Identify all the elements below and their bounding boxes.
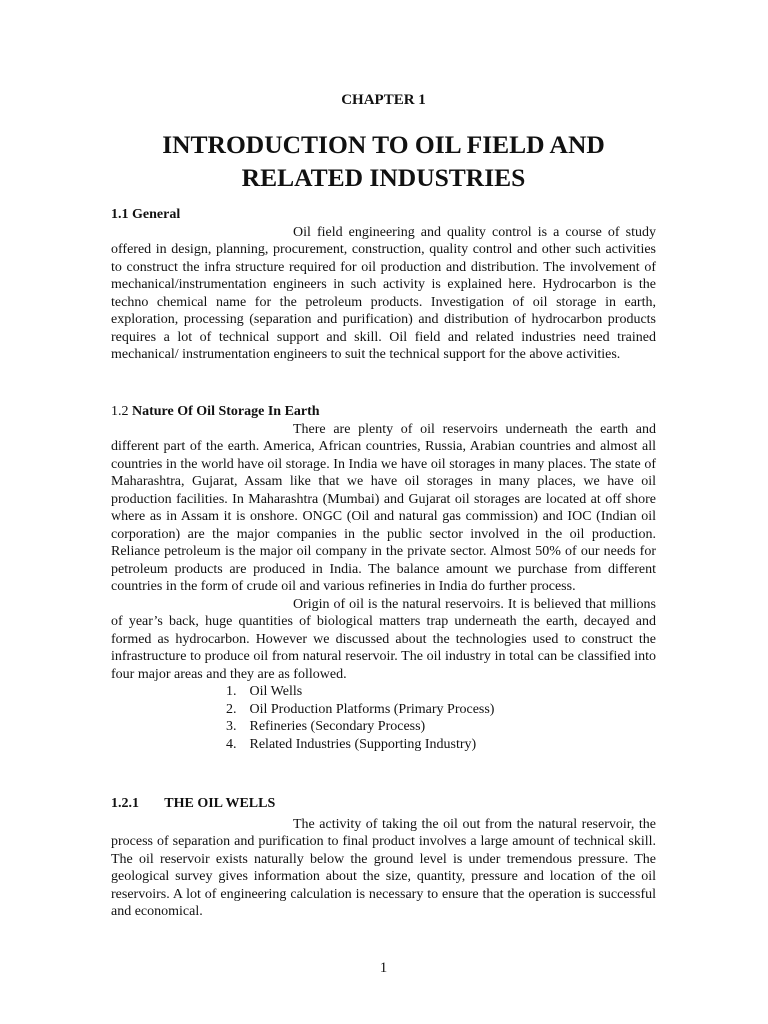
section-title: Nature Of Oil Storage In Earth bbox=[132, 404, 320, 419]
chapter-title-line-1: INTRODUCTION TO OIL FIELD AND bbox=[162, 130, 605, 159]
list-item-number: 2. bbox=[226, 701, 237, 717]
section-number: 1.2 bbox=[111, 404, 129, 419]
list-item-number: 3. bbox=[226, 719, 237, 734]
section-the-oil-wells bbox=[111, 795, 656, 921]
list-item-text: Refineries (Secondary Process) bbox=[249, 719, 426, 734]
oil-storage-paragraph-2: Origin of oil is the natural reservoirs. It is believed that millions of year’s back, huge quantities of biological matters trap underneath the earth, decayed and formed as hydrocarbon. However we discussed about the technologies used to construct the infrastructure to produce oil from natural reservoir. The oil industry in total can be classified into four major areas and they are as followed. bbox=[111, 596, 656, 682]
section-general-paragraph: Oil field engineering and quality control is a course of study offered in design, planning, procurement, construction, quality control and other such activities to construct the infra structure required for oil production and distribution. The involvement of mechanical/instrumentation engineers in such activity is explained here. Hydrocarbon is the techno chemical name for the petroleum products. Investigation of oil storage in earth, exploration, processing (separation and purification) and distribution of hydrocarbon products requires a lot of technical support and skill. Oil field and related industries need trained mechanical/ instrumentation engineers to suit the technical support for the above activities. bbox=[111, 224, 656, 362]
list-item bbox=[226, 701, 656, 719]
chapter-title-line-2: RELATED INDUSTRIES bbox=[241, 163, 526, 192]
list-item-text: Oil Wells bbox=[249, 684, 303, 699]
oil-wells-paragraph: The activity of taking the oil out from the natural reservoir, the process of separation and purification to final product involves a large amount of technical skill. The oil reservoir exists naturally below the ground level is under tremendous pressure. The geological survey gives information about the size, quantity, pressure and location of the oil reservoirs. A lot of engineering calculation is necessary to ensure that the operation is successful and economical. bbox=[111, 816, 656, 919]
oil-industry-areas-list bbox=[111, 683, 656, 753]
list-item bbox=[226, 683, 656, 701]
list-item-text: Related Industries (Supporting Industry) bbox=[249, 736, 477, 752]
section-general bbox=[111, 206, 656, 364]
list-item bbox=[226, 736, 656, 754]
chapter-title bbox=[111, 128, 656, 194]
list-item bbox=[226, 718, 656, 736]
chapter-label: CHAPTER 1 bbox=[341, 92, 426, 108]
section-heading-nature-of-oil-storage bbox=[111, 404, 320, 419]
list-item-text: Oil Production Platforms (Primary Process) bbox=[249, 701, 495, 717]
oil-storage-paragraph-1: There are plenty of oil reservoirs underneath the earth and different part of the earth. America, African countries, Russia, Arabian countries and almost all countries in the world have oil storage. In India we have oil storages in many places. The state of Maharashtra, Gujarat, Assam like that we have oil storages in many places, we have oil production facilities. In Maharashtra (Mumbai) and Gujarat oil storages are located at off shore where as in Assam it is onshore. ONGC (Oil and natural gas commission) and IOC (Indian oil corporation) are the major companies in the public sector involved in the oil production. Reliance petroleum is the major oil company in the private sector. Almost 50% of our needs for petroleum products are produced in India. The balance amount we purchase from different countries in the form of crude oil and various refineries in India do further process. bbox=[111, 421, 656, 594]
section-heading-the-oil-wells bbox=[111, 795, 656, 813]
page-number: 1 bbox=[379, 960, 388, 976]
section-number: 1.2.1 bbox=[111, 796, 139, 811]
list-item-number: 4. bbox=[226, 736, 237, 752]
list-item-number: 1. bbox=[226, 684, 237, 699]
section-nature-of-oil-storage bbox=[111, 403, 656, 753]
section-heading-general: 1.1 General bbox=[111, 207, 181, 222]
section-title: THE OIL WELLS bbox=[164, 796, 276, 811]
